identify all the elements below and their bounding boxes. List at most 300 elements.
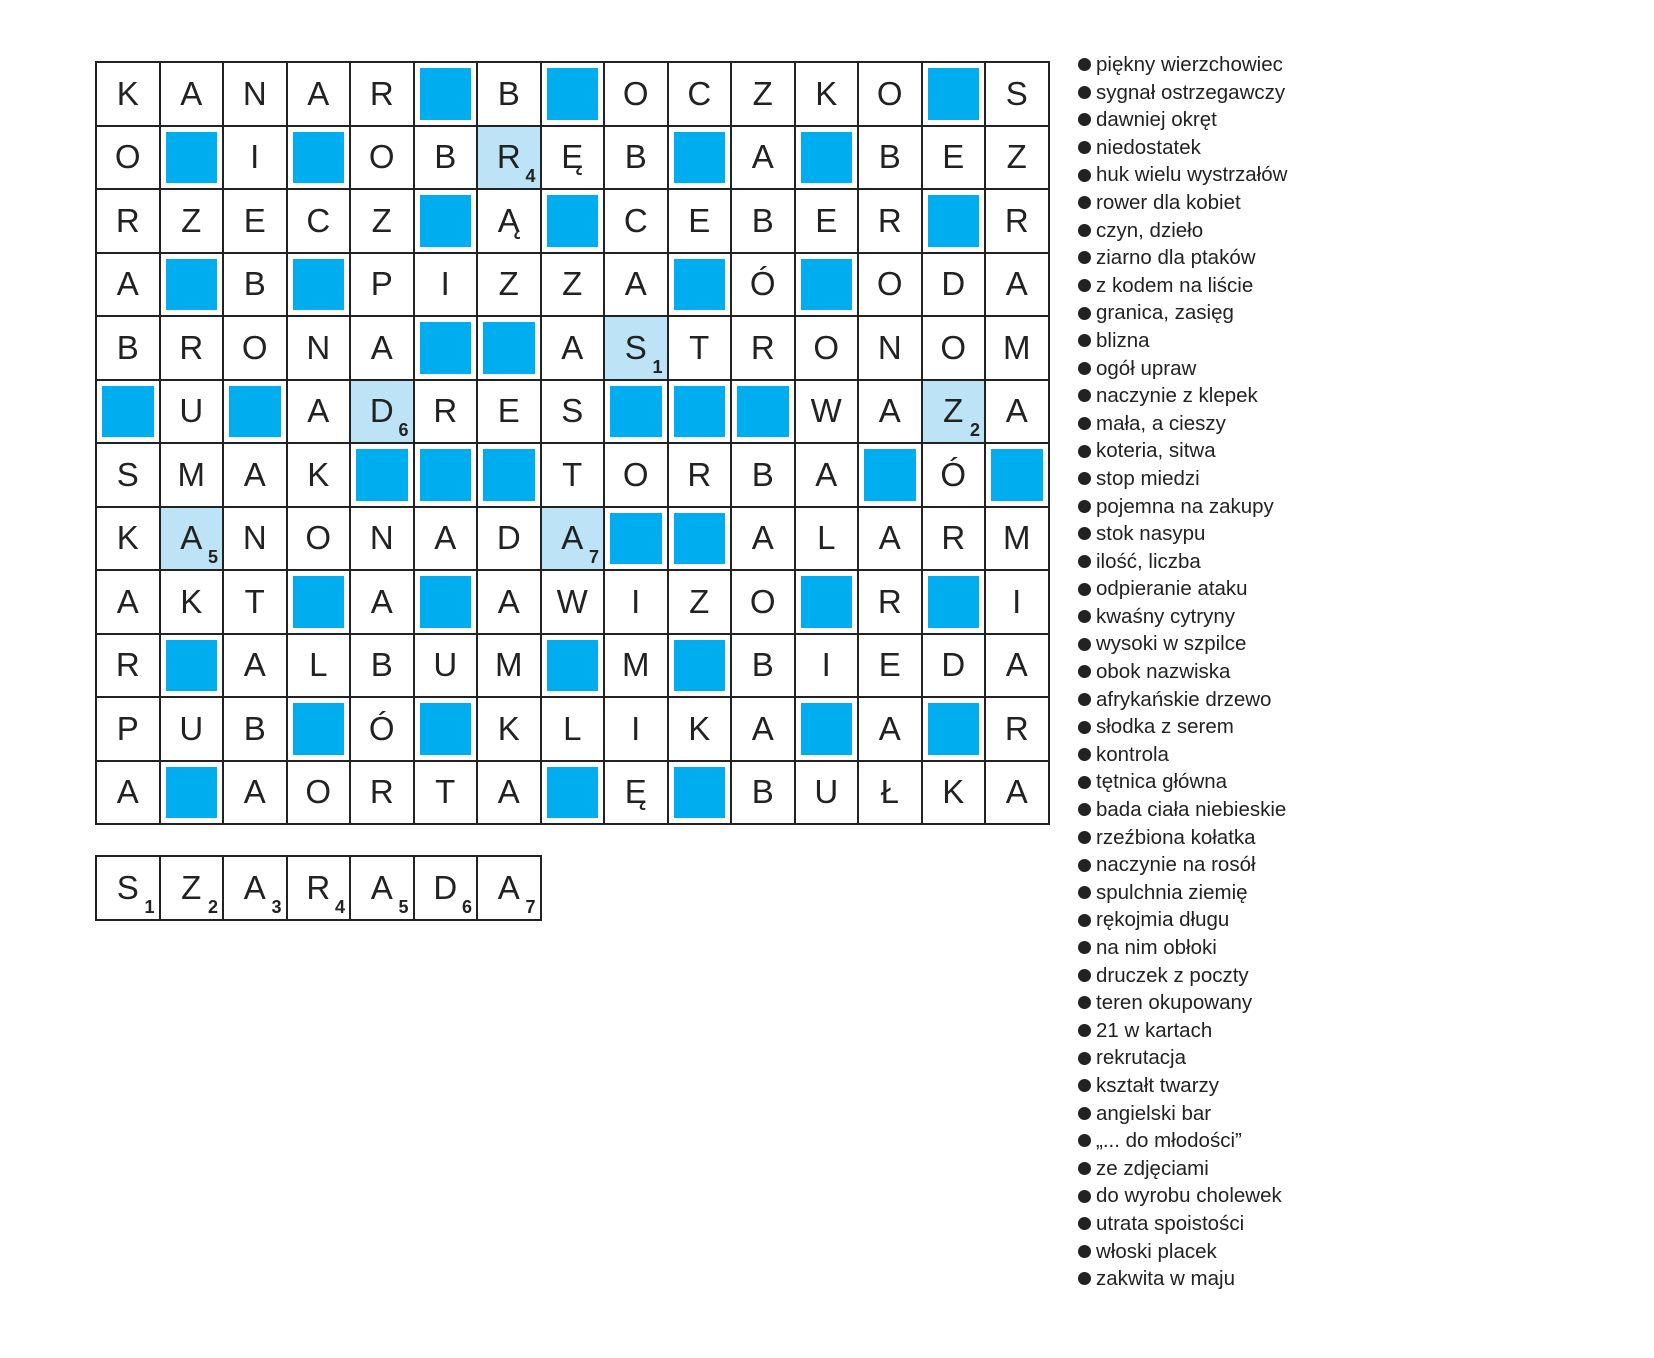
grid-cell[interactable] bbox=[224, 635, 288, 699]
cell-letter: A bbox=[497, 773, 520, 811]
bullet-icon bbox=[1078, 1272, 1091, 1285]
cell-letter: O bbox=[940, 328, 967, 366]
grid-cell[interactable] bbox=[669, 698, 733, 762]
grid-cell[interactable] bbox=[351, 63, 415, 127]
highlighted-cell[interactable] bbox=[542, 508, 606, 572]
grid-cell[interactable] bbox=[986, 127, 1050, 191]
grid-cell[interactable] bbox=[224, 571, 288, 635]
clue-item bbox=[1078, 520, 1287, 548]
cell-letter: R bbox=[877, 201, 902, 239]
cell-letter: A bbox=[243, 455, 266, 493]
clue-item bbox=[1078, 989, 1287, 1017]
grid-cell[interactable] bbox=[97, 317, 161, 381]
clue-text: rękojmia długu bbox=[1096, 908, 1230, 932]
grid-cell[interactable] bbox=[732, 571, 796, 635]
clue-item bbox=[1078, 686, 1287, 714]
highlighted-cell[interactable] bbox=[605, 317, 669, 381]
cell-letter: Z bbox=[943, 392, 964, 430]
grid-cell[interactable] bbox=[732, 317, 796, 381]
clue-item bbox=[1078, 906, 1287, 934]
cell-letter: Ę bbox=[561, 138, 584, 176]
bullet-icon bbox=[1078, 500, 1091, 513]
clue-text: ilość, liczba bbox=[1096, 549, 1201, 573]
grid-cell[interactable] bbox=[859, 254, 923, 318]
cell-letter: E bbox=[815, 201, 838, 239]
highlighted-cell[interactable] bbox=[478, 127, 542, 191]
grid-cell[interactable] bbox=[351, 762, 415, 826]
clue-item bbox=[1078, 1100, 1287, 1128]
cell-letter: O bbox=[622, 455, 649, 493]
grid-cell[interactable] bbox=[923, 444, 987, 508]
cell-letter: Ó bbox=[749, 265, 776, 303]
grid-cell[interactable] bbox=[923, 508, 987, 572]
grid-cell[interactable] bbox=[224, 698, 288, 762]
grid-cell[interactable] bbox=[288, 635, 352, 699]
grid-cell[interactable] bbox=[542, 127, 606, 191]
grid-cell[interactable] bbox=[224, 762, 288, 826]
cell-letter: U bbox=[179, 392, 204, 430]
blue-block bbox=[293, 576, 345, 628]
bullet-icon bbox=[1078, 1024, 1091, 1037]
clue-text: bada ciała niebieskie bbox=[1096, 798, 1287, 822]
grid-cell[interactable] bbox=[986, 635, 1050, 699]
cell-letter: T bbox=[435, 773, 456, 811]
black-square bbox=[542, 190, 606, 254]
cell-letter: Z bbox=[498, 265, 519, 303]
grid-cell[interactable] bbox=[796, 444, 860, 508]
grid-cell[interactable] bbox=[161, 698, 225, 762]
grid-cell[interactable] bbox=[605, 190, 669, 254]
grid-cell[interactable] bbox=[97, 444, 161, 508]
bullet-icon bbox=[1078, 472, 1091, 485]
cell-letter: O bbox=[241, 328, 268, 366]
cell-letter: Ę bbox=[624, 773, 647, 811]
grid-cell[interactable] bbox=[542, 698, 606, 762]
grid-cell[interactable] bbox=[288, 63, 352, 127]
cell-letter: A bbox=[180, 519, 203, 557]
grid-cell[interactable] bbox=[542, 444, 606, 508]
solution-number: 5 bbox=[398, 896, 409, 917]
clue-text: włoski placek bbox=[1096, 1239, 1217, 1263]
solution-number: 1 bbox=[144, 896, 155, 917]
grid-cell[interactable] bbox=[161, 381, 225, 445]
cell-letter: A bbox=[243, 773, 266, 811]
bullet-icon bbox=[1078, 886, 1091, 899]
bullet-icon bbox=[1078, 1052, 1091, 1065]
grid-cell[interactable] bbox=[605, 635, 669, 699]
grid-cell[interactable] bbox=[986, 63, 1050, 127]
grid-cell[interactable] bbox=[351, 190, 415, 254]
grid-cell[interactable] bbox=[161, 190, 225, 254]
grid-cell[interactable] bbox=[986, 762, 1050, 826]
blue-block bbox=[674, 513, 726, 565]
grid-cell[interactable] bbox=[97, 762, 161, 826]
clue-text: do wyrobu cholewek bbox=[1096, 1184, 1282, 1208]
grid-cell[interactable] bbox=[478, 381, 542, 445]
grid-cell[interactable] bbox=[669, 63, 733, 127]
cell-letter: A bbox=[180, 74, 203, 112]
cell-letter: A bbox=[878, 519, 901, 557]
grid-cell[interactable] bbox=[859, 508, 923, 572]
cell-letter: A bbox=[1005, 773, 1028, 811]
grid-cell[interactable] bbox=[97, 698, 161, 762]
grid-cell[interactable] bbox=[351, 317, 415, 381]
clue-text: dawniej okręt bbox=[1096, 108, 1217, 132]
grid-cell[interactable] bbox=[605, 63, 669, 127]
clue-item bbox=[1078, 879, 1287, 907]
grid-cell[interactable] bbox=[923, 635, 987, 699]
clue-text: sygnał ostrzegawczy bbox=[1096, 80, 1286, 104]
blue-block bbox=[483, 449, 535, 501]
grid-cell[interactable] bbox=[478, 762, 542, 826]
clue-item bbox=[1078, 630, 1287, 658]
clue-item bbox=[1078, 244, 1287, 272]
grid-cell[interactable] bbox=[859, 190, 923, 254]
grid-cell[interactable] bbox=[669, 571, 733, 635]
grid-cell[interactable] bbox=[986, 254, 1050, 318]
grid-cell[interactable] bbox=[732, 444, 796, 508]
grid-cell[interactable] bbox=[542, 381, 606, 445]
cell-number: 6 bbox=[398, 420, 409, 440]
grid-cell[interactable] bbox=[478, 635, 542, 699]
blue-block bbox=[166, 640, 218, 692]
grid-cell[interactable] bbox=[605, 444, 669, 508]
clue-item bbox=[1078, 575, 1287, 603]
bullet-icon bbox=[1078, 251, 1091, 264]
grid-cell[interactable] bbox=[97, 63, 161, 127]
cell-letter: R bbox=[369, 773, 394, 811]
bullet-icon bbox=[1078, 1217, 1091, 1230]
clue-item bbox=[1078, 161, 1287, 189]
grid-cell[interactable] bbox=[796, 381, 860, 445]
clue-item bbox=[1078, 272, 1287, 300]
cell-letter: R bbox=[1004, 709, 1029, 747]
cell-number: 2 bbox=[969, 420, 980, 440]
grid-cell[interactable] bbox=[478, 571, 542, 635]
grid-cell[interactable] bbox=[415, 127, 479, 191]
blue-block bbox=[674, 640, 726, 692]
cell-letter: O bbox=[622, 74, 649, 112]
highlighted-cell[interactable] bbox=[351, 381, 415, 445]
cell-letter: B bbox=[751, 201, 774, 239]
grid-cell[interactable] bbox=[732, 254, 796, 318]
black-square bbox=[669, 381, 733, 445]
grid-cell[interactable] bbox=[478, 254, 542, 318]
grid-cell[interactable] bbox=[224, 444, 288, 508]
cell-letter: E bbox=[688, 201, 711, 239]
cell-letter: A bbox=[878, 392, 901, 430]
cell-letter: A bbox=[497, 582, 520, 620]
grid-cell[interactable] bbox=[224, 63, 288, 127]
grid-cell[interactable] bbox=[986, 190, 1050, 254]
grid-cell[interactable] bbox=[351, 698, 415, 762]
grid-cell[interactable] bbox=[415, 508, 479, 572]
grid-cell[interactable] bbox=[605, 698, 669, 762]
cell-letter: P bbox=[116, 709, 139, 747]
grid-cell[interactable] bbox=[859, 127, 923, 191]
cell-letter: M bbox=[495, 646, 523, 684]
grid-cell[interactable] bbox=[732, 508, 796, 572]
grid-cell[interactable] bbox=[161, 444, 225, 508]
cell-letter: R bbox=[369, 74, 394, 112]
grid-cell[interactable] bbox=[796, 317, 860, 381]
clue-item bbox=[1078, 217, 1287, 245]
cell-letter: A bbox=[561, 328, 584, 366]
grid-cell[interactable] bbox=[796, 762, 860, 826]
grid-cell[interactable] bbox=[288, 190, 352, 254]
clue-text: koteria, sitwa bbox=[1096, 439, 1216, 463]
black-square bbox=[542, 63, 606, 127]
grid-cell[interactable] bbox=[224, 508, 288, 572]
grid-cell[interactable] bbox=[669, 190, 733, 254]
cell-letter: B bbox=[751, 646, 774, 684]
clue-item bbox=[1078, 603, 1287, 631]
grid-cell[interactable] bbox=[351, 635, 415, 699]
cell-letter: B bbox=[243, 709, 266, 747]
grid-cell[interactable] bbox=[542, 571, 606, 635]
grid-cell[interactable] bbox=[986, 317, 1050, 381]
grid-cell[interactable] bbox=[351, 127, 415, 191]
cell-letter: R bbox=[941, 519, 966, 557]
grid-cell[interactable] bbox=[542, 254, 606, 318]
clue-item bbox=[1078, 934, 1287, 962]
solution-number: 7 bbox=[525, 896, 536, 917]
solution-cell[interactable] bbox=[415, 857, 479, 921]
grid-cell[interactable] bbox=[351, 571, 415, 635]
solution-cell[interactable] bbox=[478, 857, 542, 921]
grid-cell[interactable] bbox=[859, 63, 923, 127]
cell-letter: Z bbox=[181, 201, 202, 239]
clue-text: angielski bar bbox=[1096, 1101, 1212, 1125]
cell-letter: B bbox=[751, 773, 774, 811]
highlighted-cell[interactable] bbox=[161, 508, 225, 572]
grid-cell[interactable] bbox=[97, 571, 161, 635]
grid-cell[interactable] bbox=[605, 254, 669, 318]
clue-item bbox=[1078, 824, 1287, 852]
cell-letter: I bbox=[631, 582, 641, 620]
grid-cell[interactable] bbox=[859, 381, 923, 445]
clue-text: druczek z poczty bbox=[1096, 963, 1249, 987]
clue-item bbox=[1078, 355, 1287, 383]
grid-cell[interactable] bbox=[97, 508, 161, 572]
grid-cell[interactable] bbox=[351, 254, 415, 318]
clue-item bbox=[1078, 465, 1287, 493]
bullet-icon bbox=[1078, 389, 1091, 402]
grid-cell[interactable] bbox=[224, 190, 288, 254]
grid-cell[interactable] bbox=[859, 571, 923, 635]
cell-letter: I bbox=[1012, 582, 1022, 620]
blue-block bbox=[547, 640, 599, 692]
grid-cell[interactable] bbox=[732, 635, 796, 699]
grid-cell[interactable] bbox=[97, 190, 161, 254]
black-square bbox=[288, 127, 352, 191]
grid-cell[interactable] bbox=[605, 571, 669, 635]
solution-letter: A bbox=[370, 868, 393, 906]
cell-letter: P bbox=[370, 265, 393, 303]
grid-cell[interactable] bbox=[415, 254, 479, 318]
grid-cell[interactable] bbox=[732, 63, 796, 127]
cell-letter: M bbox=[622, 646, 650, 684]
blue-block bbox=[547, 195, 599, 247]
blue-block bbox=[102, 386, 154, 438]
cell-letter: A bbox=[434, 519, 457, 557]
cell-letter: R bbox=[496, 138, 521, 176]
grid-cell[interactable] bbox=[605, 127, 669, 191]
grid-cell[interactable] bbox=[732, 127, 796, 191]
grid-cell[interactable] bbox=[224, 317, 288, 381]
grid-cell[interactable] bbox=[669, 317, 733, 381]
clue-text: naczynie na rosół bbox=[1096, 853, 1256, 877]
cell-letter: K bbox=[180, 582, 203, 620]
solution-cell[interactable] bbox=[97, 857, 161, 921]
highlighted-cell[interactable] bbox=[923, 381, 987, 445]
grid-cell[interactable] bbox=[859, 317, 923, 381]
black-square bbox=[986, 444, 1050, 508]
clue-text: wysoki w szpilce bbox=[1096, 632, 1247, 656]
grid-cell[interactable] bbox=[97, 254, 161, 318]
grid-cell[interactable] bbox=[669, 444, 733, 508]
blue-block bbox=[801, 259, 853, 311]
blue-block bbox=[737, 386, 789, 438]
grid-cell[interactable] bbox=[859, 635, 923, 699]
bullet-icon bbox=[1078, 417, 1091, 430]
clue-text: kontrola bbox=[1096, 742, 1169, 766]
grid-cell[interactable] bbox=[923, 317, 987, 381]
cell-letter: U bbox=[433, 646, 458, 684]
bullet-icon bbox=[1078, 527, 1091, 540]
grid-cell[interactable] bbox=[224, 254, 288, 318]
cell-letter: N bbox=[306, 328, 331, 366]
grid-cell[interactable] bbox=[796, 63, 860, 127]
grid-cell[interactable] bbox=[859, 762, 923, 826]
grid-cell[interactable] bbox=[796, 508, 860, 572]
grid-cell[interactable] bbox=[732, 190, 796, 254]
grid-cell[interactable] bbox=[288, 444, 352, 508]
solution-cell[interactable] bbox=[161, 857, 225, 921]
grid-cell[interactable] bbox=[161, 63, 225, 127]
solution-number: 4 bbox=[334, 896, 345, 917]
grid-cell[interactable] bbox=[478, 190, 542, 254]
cell-letter: E bbox=[243, 201, 266, 239]
cell-letter: B bbox=[434, 138, 457, 176]
cell-letter: E bbox=[942, 138, 965, 176]
black-square bbox=[859, 444, 923, 508]
grid-cell[interactable] bbox=[923, 254, 987, 318]
cell-letter: I bbox=[821, 646, 831, 684]
grid-cell[interactable] bbox=[351, 508, 415, 572]
black-square bbox=[415, 190, 479, 254]
black-square bbox=[161, 127, 225, 191]
clue-text: z kodem na liście bbox=[1096, 273, 1254, 297]
grid-cell[interactable] bbox=[288, 762, 352, 826]
grid-cell[interactable] bbox=[732, 762, 796, 826]
grid-cell[interactable] bbox=[478, 508, 542, 572]
clue-text: na nim obłoki bbox=[1096, 936, 1217, 959]
blue-block bbox=[928, 195, 980, 247]
clue-text: utrata spoistości bbox=[1096, 1211, 1245, 1235]
black-square bbox=[224, 381, 288, 445]
clue-text: piękny wierzchowiec bbox=[1096, 53, 1283, 76]
black-square bbox=[796, 571, 860, 635]
blue-block bbox=[991, 449, 1043, 501]
cell-letter: M bbox=[1003, 519, 1031, 557]
grid-cell[interactable] bbox=[796, 635, 860, 699]
grid-cell[interactable] bbox=[288, 317, 352, 381]
grid-cell[interactable] bbox=[415, 762, 479, 826]
blue-block bbox=[420, 449, 472, 501]
grid-cell[interactable] bbox=[288, 508, 352, 572]
grid-cell[interactable] bbox=[986, 571, 1050, 635]
solution-cell[interactable] bbox=[351, 857, 415, 921]
grid-cell[interactable] bbox=[542, 317, 606, 381]
cell-letter: A bbox=[1005, 392, 1028, 430]
clue-item bbox=[1078, 768, 1287, 796]
grid-cell[interactable] bbox=[97, 635, 161, 699]
cell-letter: M bbox=[177, 455, 205, 493]
cell-letter: A bbox=[1005, 646, 1028, 684]
grid-cell[interactable] bbox=[224, 127, 288, 191]
clue-item bbox=[1078, 1265, 1287, 1293]
grid-cell[interactable] bbox=[796, 190, 860, 254]
grid-cell[interactable] bbox=[986, 698, 1050, 762]
black-square bbox=[161, 254, 225, 318]
solution-cell[interactable] bbox=[224, 857, 288, 921]
solution-letter: R bbox=[306, 868, 331, 906]
bullet-icon bbox=[1078, 1162, 1091, 1175]
grid-cell[interactable] bbox=[986, 508, 1050, 572]
clue-item bbox=[1078, 493, 1287, 521]
grid-cell[interactable] bbox=[161, 571, 225, 635]
cell-letter: Z bbox=[689, 582, 710, 620]
grid-cell[interactable] bbox=[161, 317, 225, 381]
clue-text: niedostatek bbox=[1096, 135, 1201, 159]
clue-text: pojemna na zakupy bbox=[1096, 494, 1274, 518]
black-square bbox=[288, 254, 352, 318]
grid-cell[interactable] bbox=[97, 127, 161, 191]
black-square bbox=[669, 508, 733, 572]
grid-cell[interactable] bbox=[986, 381, 1050, 445]
grid-cell[interactable] bbox=[415, 635, 479, 699]
solution-cell[interactable] bbox=[288, 857, 352, 921]
grid-cell[interactable] bbox=[478, 63, 542, 127]
cell-number: 7 bbox=[588, 547, 599, 567]
cell-number: 4 bbox=[525, 166, 536, 186]
grid-cell[interactable] bbox=[923, 762, 987, 826]
grid-cell[interactable] bbox=[923, 127, 987, 191]
bullet-icon bbox=[1078, 1107, 1091, 1120]
grid-cell[interactable] bbox=[732, 698, 796, 762]
cell-letter: S bbox=[116, 455, 139, 493]
grid-cell[interactable] bbox=[605, 762, 669, 826]
black-square bbox=[669, 254, 733, 318]
clue-item bbox=[1078, 410, 1287, 438]
black-square bbox=[542, 762, 606, 826]
clue-text: teren okupowany bbox=[1096, 991, 1253, 1015]
clue-text: stok nasypu bbox=[1096, 522, 1206, 546]
blue-block bbox=[674, 259, 726, 311]
cell-letter: S bbox=[1005, 74, 1028, 112]
grid-cell[interactable] bbox=[415, 381, 479, 445]
grid-cell[interactable] bbox=[478, 698, 542, 762]
cell-letter: R bbox=[115, 646, 140, 684]
cell-letter: R bbox=[877, 582, 902, 620]
grid-cell[interactable] bbox=[859, 698, 923, 762]
grid-cell[interactable] bbox=[288, 381, 352, 445]
cell-letter: T bbox=[562, 455, 583, 493]
clue-item bbox=[1078, 382, 1287, 410]
cell-letter: D bbox=[941, 646, 966, 684]
clue-text: ze zdjęciami bbox=[1096, 1156, 1209, 1180]
